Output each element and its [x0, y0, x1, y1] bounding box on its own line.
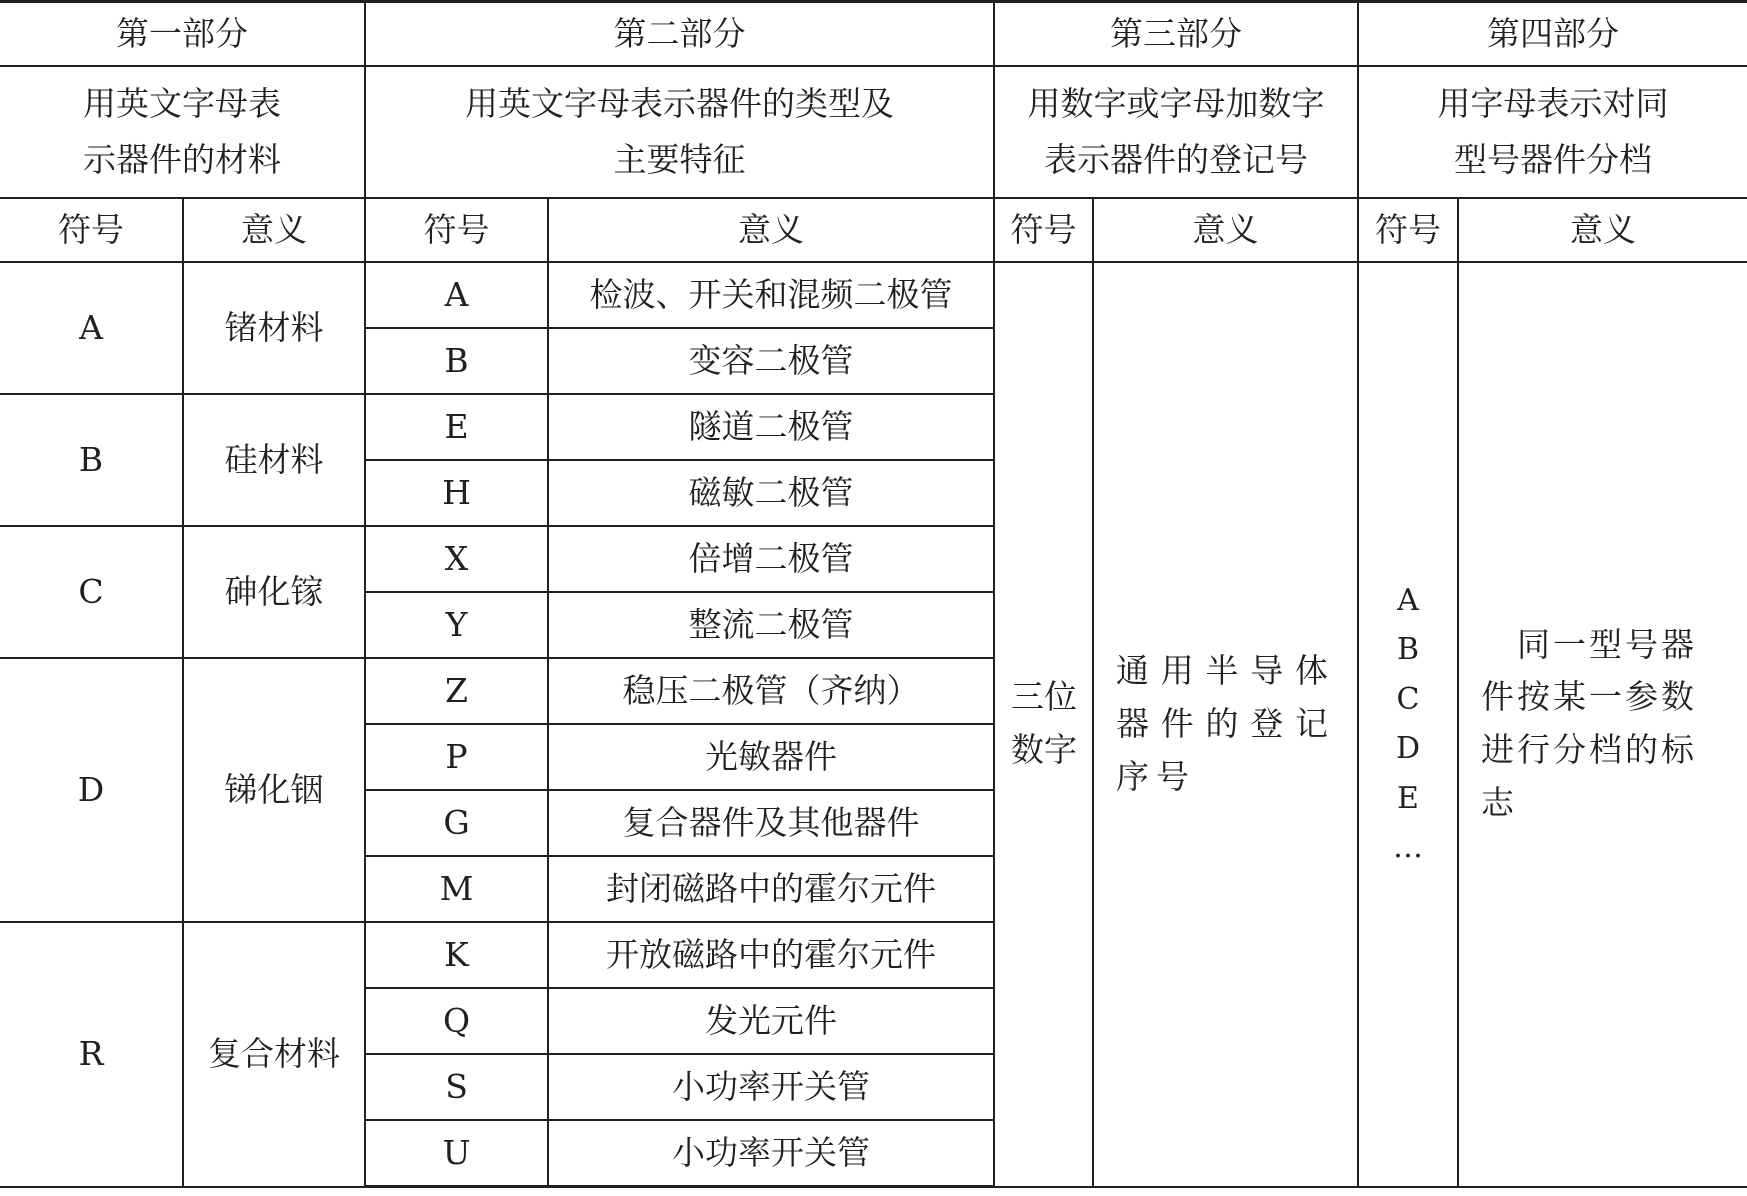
grade-symbols-cell — [1358, 262, 1458, 1187]
type-meaning: 复合器件及其他器件 — [548, 790, 994, 856]
part1-symbol-label: 符号 — [0, 198, 183, 262]
type-symbol: Y — [365, 592, 548, 658]
type-meaning: 隧道二极管 — [548, 394, 994, 460]
part4-description — [1358, 66, 1747, 198]
type-symbol: U — [365, 1120, 548, 1187]
part1-description — [0, 66, 365, 198]
part4-description-line2: 型号器件分档 — [1454, 140, 1652, 179]
grade-symbol: E — [1397, 780, 1419, 816]
type-symbol: S — [365, 1054, 548, 1120]
type-meaning: 倍增二极管 — [548, 526, 994, 592]
type-meaning: 整流二极管 — [548, 592, 994, 658]
column-label-row — [0, 198, 1747, 262]
part2-description — [365, 66, 994, 198]
type-symbol: E — [365, 394, 548, 460]
type-meaning: 小功率开关管 — [548, 1120, 994, 1187]
grade-symbol: C — [1396, 681, 1420, 717]
grade-symbol: A — [1397, 582, 1419, 618]
type-meaning: 光敏器件 — [548, 724, 994, 790]
grade-symbol-ellipsis: … — [1393, 830, 1423, 866]
type-symbol: M — [365, 856, 548, 922]
type-symbol: H — [365, 460, 548, 526]
type-meaning: 磁敏二极管 — [548, 460, 994, 526]
grade-meaning-cell — [1458, 262, 1747, 1187]
type-meaning: 小功率开关管 — [548, 1054, 994, 1120]
part3-description-line2: 表示器件的登记号 — [1044, 140, 1308, 179]
material-symbol: C — [0, 526, 183, 658]
grade-meaning: 同一型号器件按某一参数进行分档的标志 — [1481, 624, 1697, 823]
type-meaning: 开放磁路中的霍尔元件 — [548, 922, 994, 988]
part3-header: 第三部分 — [994, 2, 1358, 67]
part4-header: 第四部分 — [1358, 2, 1747, 67]
registration-symbol-cell — [994, 262, 1093, 1187]
type-meaning: 封闭磁路中的霍尔元件 — [548, 856, 994, 922]
part1-description-line1: 用英文字母表 — [83, 83, 281, 123]
part2-symbol-label: 符号 — [365, 198, 548, 262]
material-meaning: 硅材料 — [183, 394, 365, 526]
part4-symbol-label: 符号 — [1358, 198, 1458, 262]
part1-description-line2: 示器件的材料 — [83, 140, 281, 179]
type-meaning: 发光元件 — [548, 988, 994, 1054]
table-row — [0, 262, 1747, 328]
material-meaning: 砷化镓 — [183, 526, 365, 658]
part2-meaning-label: 意义 — [548, 198, 994, 262]
material-meaning: 锗材料 — [183, 262, 365, 394]
registration-meaning: 通用半导体器件的登记序号 — [1116, 651, 1335, 796]
registration-symbol: 三位数字 — [1011, 677, 1077, 770]
type-symbol: P — [365, 724, 548, 790]
registration-meaning-cell — [1093, 262, 1358, 1187]
type-symbol: B — [365, 328, 548, 394]
type-meaning: 检波、开关和混频二极管 — [548, 262, 994, 328]
part3-meaning-label: 意义 — [1093, 198, 1358, 262]
part3-description — [994, 66, 1358, 198]
type-symbol: Z — [365, 658, 548, 724]
grade-symbol: B — [1396, 632, 1420, 668]
type-symbol: X — [365, 526, 548, 592]
part1-header: 第一部分 — [0, 2, 365, 67]
material-symbol: R — [0, 922, 183, 1187]
type-symbol: Q — [365, 988, 548, 1054]
part3-description-line1: 用数字或字母加数字 — [1027, 83, 1325, 123]
type-meaning: 稳压二极管（齐纳） — [548, 658, 994, 724]
part4-description-line1: 用字母表示对同 — [1437, 83, 1669, 123]
material-symbol: B — [0, 394, 183, 526]
type-symbol: G — [365, 790, 548, 856]
part2-description-line1: 用英文字母表示器件的类型及 — [465, 83, 894, 123]
material-symbol: D — [0, 658, 183, 922]
material-symbol: A — [0, 262, 183, 394]
material-meaning: 复合材料 — [183, 922, 365, 1187]
part-header-row — [0, 2, 1747, 67]
type-symbol: K — [365, 922, 548, 988]
part-description-row — [0, 66, 1747, 198]
part4-meaning-label: 意义 — [1458, 198, 1747, 262]
part1-meaning-label: 意义 — [183, 198, 365, 262]
type-symbol: A — [365, 262, 548, 328]
part2-header: 第二部分 — [365, 2, 994, 67]
part2-description-line2: 主要特征 — [613, 140, 746, 179]
material-meaning: 锑化铟 — [183, 658, 365, 922]
part3-symbol-label: 符号 — [994, 198, 1093, 262]
type-meaning: 变容二极管 — [548, 328, 994, 394]
grade-symbol: D — [1395, 731, 1421, 767]
